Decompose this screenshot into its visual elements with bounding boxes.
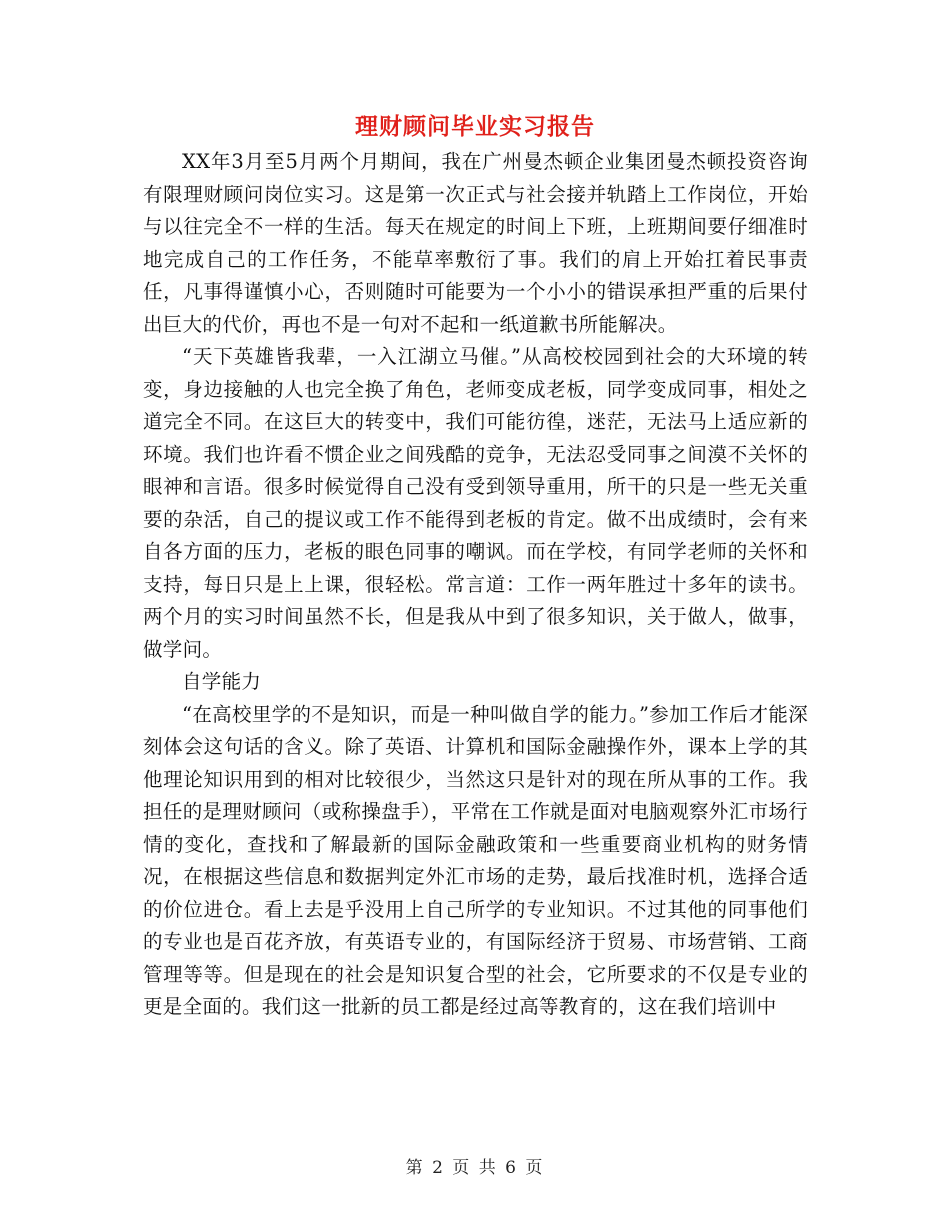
paragraph: “在高校里学的不是知识，而是一种叫做自学的能力。”参加工作后才能深刻体会这句话的含义。除了英语、计算机和国际金融操作外，课本上学的其他理论知识用到的相对比较很少，当然这只是针对的现在所从事的工作。我担任的是理财顾问（或称操盘手），平常在工作就是面对电脑观察外汇市场行情的变化，查找和了解最新的国际金融政策和一些重要商业机构的财务情况，在根据这些信息和数据判定外汇市场的走势，最后找准时机，选择合适的价位进仓。看上去是乎没用上自己所学的专业知识。不过其他的同事他们的专业也是百花齐放，有英语专业的，有国际经济于贸易、市场营销、工商管理等等。但是现在的社会是知识复合型的社会，它所要求的不仅是专业的更是全面的。我们这一批新的员工都是经过高等教育的，这在我们培训中 (143, 702, 808, 1018)
document-title: 理财顾问毕业实习报告 (355, 113, 595, 140)
paragraph: “天下英雄皆我辈，一入江湖立马催。”从高校校园到社会的大环境的转变，身边接触的人也完全换了角色，老师变成老板，同学变成同事，相处之道完全不同。在这巨大的转变中，我们可能彷徨，迷茫，无法马上适应新的环境。我们也许看不惯企业之间残酷的竞争，无法忍受同事之间漠不关怀的眼神和言语。很多时候觉得自己没有受到领导重用，所干的只是一些无关重要的杂活，自己的提议或工作不能得到老板的肯定。做不出成绩时，会有来自各方面的压力，老板的眼色同事的嘲讽。而在学校，有同学老师的关怀和支持，每日只是上上课，很轻松。常言道：工作一两年胜过十多年的读书。两个月的实习时间虽然不长，但是我从中到了很多知识，关于做人，做事，做学问。 (143, 345, 808, 661)
section-heading: 自学能力 (182, 670, 262, 693)
page-footer: 第 2 页 共 6 页 (405, 1158, 545, 1178)
document-body (143, 146, 808, 1024)
paragraph: XX年3月至5月两个月期间，我在广州曼杰顿企业集团曼杰顿投资咨询有限理财顾问岗位实习。这是第一次正式与社会接并轨踏上工作岗位，开始与以往完全不一样的生活。每天在规定的时间上下班，上班期间要仔细准时地完成自己的工作任务，不能草率敷衍了事。我们的肩上开始扛着民事责任，凡事得谨慎小心，否则随时可能要为一个小小的错误承担严重的后果付出巨大的代价，再也不是一句对不起和一纸道歉书所能解决。 (143, 150, 808, 336)
